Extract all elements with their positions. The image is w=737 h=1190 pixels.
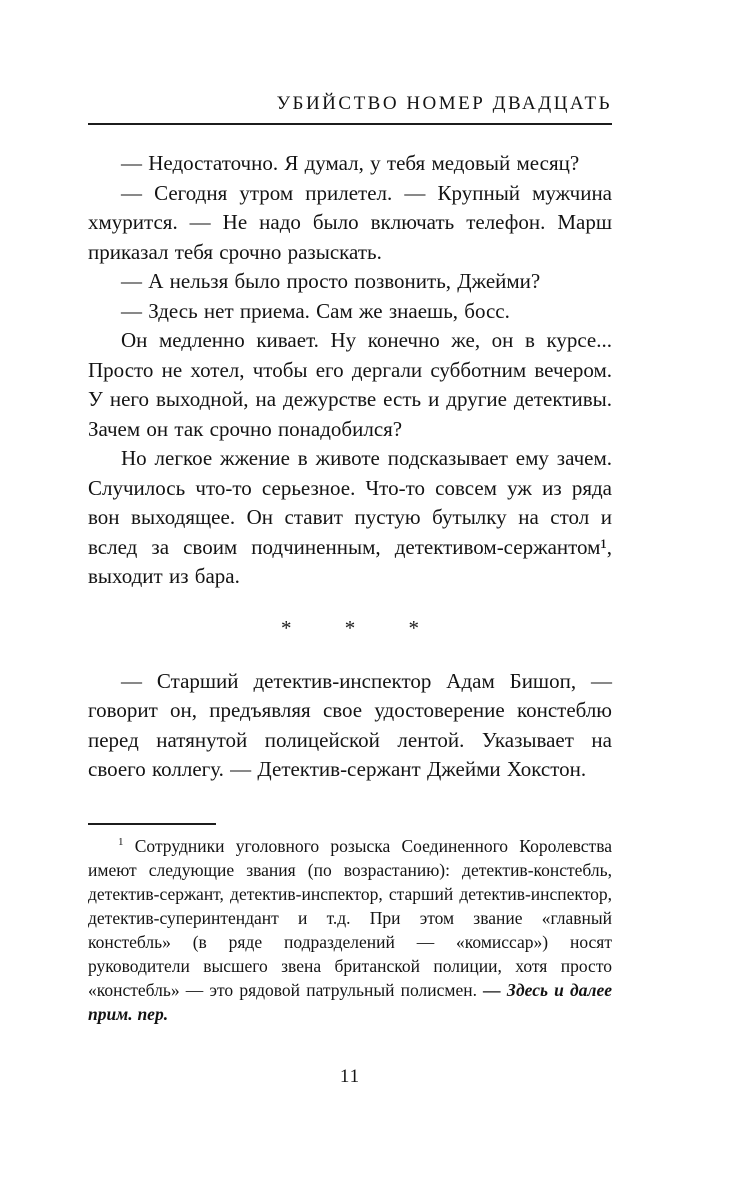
footnote-body: Сотрудники уголовного розыска Соединенного Королевства имеют следующие звания (по возрастанию): детектив-констебль, детектив-сержант, детектив-инспектор, старший детектив-инспектор, детектив-суперинтендант и т.д. При этом звание «главный констебль» (в ряде подразделений — «комиссар») носят руководители высшего звена британской полиции, хотя просто «констебль» — это рядовой патрульный полисмен. <box>88 835 612 1000</box>
paragraph: Он медленно кивает. Ну конечно же, он в курсе... Просто не хотел, чтобы его дергали субботним вечером. У него выходной, на дежурстве есть и другие детективы. Зачем он так срочно понадобился? <box>88 328 612 441</box>
footnote-text <box>88 834 612 1026</box>
paragraph: — Сегодня утром прилетел. — Крупный мужчина хмурится. — Не надо было включать телефон. Марш приказал тебя срочно разыскать. <box>88 180 612 264</box>
paragraph: Но легкое жжение в животе подсказывает ему зачем. Случилось что-то серьезное. Что-то совсем уж из ряда вон выходящее. Он ставит пустую бутылку на стол и вслед за своим подчиненным, детективом-сержантом¹, выходит из бара. <box>88 446 612 588</box>
running-head: УБИЙСТВО НОМЕР ДВАДЦАТЬ <box>276 93 612 114</box>
paragraph: — Недостаточно. Я думал, у тебя медовый месяц? <box>121 151 580 175</box>
footnote-marker: 1 <box>118 835 124 848</box>
footnote <box>88 823 612 1026</box>
page-number: 11 <box>339 1066 361 1087</box>
paragraph: — А нельзя было просто позвонить, Джейми? <box>121 269 541 293</box>
paragraph: — Здесь нет приема. Сам же знаешь, босс. <box>121 298 510 323</box>
footnote-credit: — Здесь и далее прим. пер. <box>88 979 612 1024</box>
section-separator: * * * <box>281 615 443 640</box>
paragraph: — Старший детектив-инспектор Адам Бишоп, — говорит он, предъявляя свое удостоверение констеблю перед натянутой полицейской лентой. Указывает на своего коллегу. — Детектив-сержант Джейми Хокстон. <box>88 668 612 781</box>
body-text-after <box>88 667 612 785</box>
header-rule <box>88 123 612 125</box>
footnote-rule <box>88 823 216 825</box>
body-text <box>88 149 612 592</box>
